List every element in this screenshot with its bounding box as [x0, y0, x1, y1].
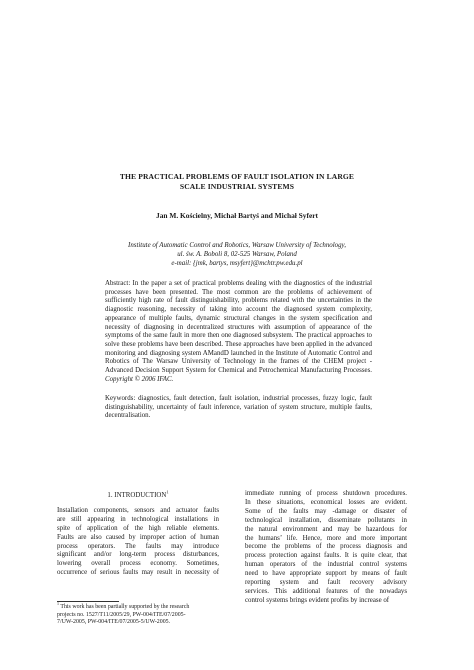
affiliation-line: Institute of Automatic Control and Robotics, Warsaw University of Technology, [128, 242, 346, 249]
text-line: reporting system and fault recovery advisory [245, 579, 407, 587]
right-column [245, 490, 407, 606]
footnote-marker: 1 [166, 489, 169, 495]
text-line: process operators. The faults may introduce [57, 542, 219, 550]
footnote-divider [57, 601, 119, 602]
footnote-line [57, 601, 219, 612]
text-line: human operators of the industrial control systems [245, 561, 407, 569]
text-line: spite of application of the high reliable elements. [57, 524, 219, 532]
keywords: Keywords: diagnostics, fault detection, fault isolation, industrial processes, fuzzy logic, fault distinguishability, uncertainty of fault inference, variation of system structure, multiple faults, decentralisation. [105, 395, 372, 420]
text-line: immediate running of process shutdown procedures. [245, 490, 407, 497]
text-line: technological installation, disseminate pollutants in [245, 516, 407, 524]
footnote-number: 1 [57, 601, 59, 607]
text-line: control systems brings evident profits by increase of [245, 596, 390, 604]
text-line: process protection against faults. It is quite clear, that [245, 552, 407, 560]
text-line: need to have appropriate support by means of fault [245, 570, 407, 578]
author-list: Jan M. Kościelny, Michał Bartyś and Michał Syfert [156, 211, 318, 220]
text-line: significant and/or long-term process disturbances, [57, 551, 219, 559]
footnote-line: 7/UW-2005, PW-004/ITE/07/2005-5/UW-2005. [57, 619, 171, 626]
paper-title [60, 172, 414, 192]
footnote [57, 601, 219, 627]
footnote-text: This work has been partially supported by the research [60, 604, 190, 610]
text-line: the natural environment and may be hazardous for [245, 525, 407, 533]
text-line: Installation components, sensors and actuator faults [57, 506, 219, 514]
text-line: In these situations, economical losses are evident. [245, 498, 407, 506]
footnote-line: projects no. 1527/T11/2005/29, PW-004/ITE/07/2005- [57, 611, 186, 618]
intro-paragraph-left [57, 507, 219, 578]
text-line: are still appearing in technological installations in [57, 515, 219, 523]
abstract-copyright: Copyright © 2006 IFAC. [105, 375, 174, 383]
text-line: the humans’ life. Hence, more and more important [245, 534, 407, 542]
text-line: become the problems of the process diagnosis and [245, 543, 407, 551]
abstract [105, 280, 372, 384]
title-line: SCALE INDUSTRIAL SYSTEMS [179, 182, 295, 191]
text-line: lowering overall process economy. Sometimes, [57, 560, 219, 568]
text-line: Faults are also caused by improper action of human [57, 533, 219, 541]
text-line: services. This additional features of the nowadays [245, 587, 407, 595]
section-heading-text: 1. INTRODUCTION [107, 492, 167, 499]
text-line: Some of the faults may -damage or disaster of [245, 507, 407, 515]
title-line: THE PRACTICAL PROBLEMS OF FAULT ISOLATION IN LARGE [119, 172, 355, 181]
affiliation [60, 241, 414, 268]
left-column [57, 489, 219, 578]
abstract-text: Abstract: In the paper a set of practical problems dealing with the diagnostics of the industrial processes have been presented. The most common are the problems of achievement of sufficiently high rate of fault distinguishability, problems related with the uncertainties in the diagnostic reasoning, necessity of taking into account the diagnosed system complexity, appearance of multiple faults, dynamic structural changes in the system specification and necessity of diagnosing in decentralized structures with assumption of appearance of the symptoms of the same fault in more then one diagnosed subsystem. The practical approaches to solve these problems have been described. These approaches have been applied in the advanced monitoring and diagnosing system AMandD launched in the Institute of Automatic Control and Robotics of The Warsaw University of Technology in the frames of the CHEM project - Advanced Decision Support System for Chemical and Petrochemical Manufacturing Processes. [105, 280, 372, 375]
intro-paragraph-right [245, 490, 407, 606]
text-line: occurrence of serious faults may result in necessity of [57, 569, 219, 577]
section-heading [57, 489, 219, 501]
affiliation-line: ul. św. A. Boboli 8, 02-525 Warsaw, Poland [177, 251, 297, 258]
email-line: e-mail: {jmk, bartys, msyfert}@mchtr.pw.edu.pl [171, 260, 303, 267]
